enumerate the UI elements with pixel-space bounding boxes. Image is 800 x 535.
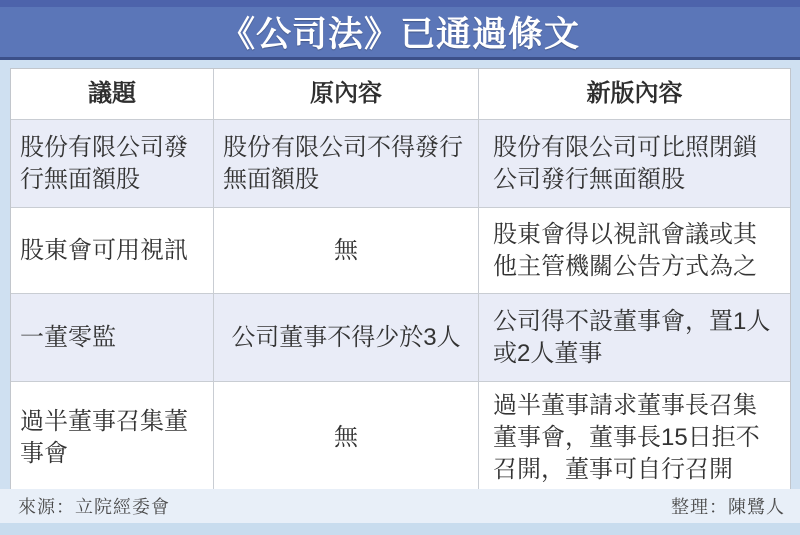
cell-original: 公司董事不得少於3人	[213, 294, 478, 381]
footer	[0, 489, 800, 523]
table-row	[11, 119, 790, 207]
table-row	[11, 381, 790, 494]
table-row	[11, 293, 790, 381]
cell-original: 無	[213, 208, 478, 293]
credit-note: 整理：陳鷺人	[671, 497, 785, 517]
table-row	[11, 207, 790, 293]
cell-revised: 股東會得以視訊會議或其他主管機關公告方式為之	[478, 208, 790, 293]
cell-revised: 股份有限公司可比照閉鎖公司發行無面額股	[478, 120, 790, 207]
title-bar	[0, 0, 800, 60]
cell-topic: 股份有限公司發行無面額股	[20, 133, 188, 193]
company-law-table	[10, 68, 791, 495]
cell-revised: 公司得不設董事會，置1人或2人董事	[478, 294, 790, 381]
table-header-row	[11, 69, 790, 119]
cell-topic: 一董零監	[20, 323, 116, 351]
column-header-revised: 新版內容	[478, 69, 790, 119]
cell-revised: 過半董事請求董事長召集董事會，董事長15日拒不召開，董事可自行召開	[478, 382, 790, 494]
source-note: 來源：立院經委會	[18, 497, 170, 517]
cell-topic: 過半董事召集董事會	[20, 408, 188, 467]
bottom-band	[0, 523, 800, 535]
column-header-original: 原內容	[213, 69, 478, 119]
cell-topic: 股東會可用視訊	[20, 236, 188, 264]
cell-original: 無	[213, 382, 478, 494]
cell-original: 股份有限公司不得發行無面額股	[213, 120, 478, 207]
column-header-topic: 議題	[88, 80, 136, 108]
page-title: 《公司法》已通過條文	[219, 15, 580, 54]
